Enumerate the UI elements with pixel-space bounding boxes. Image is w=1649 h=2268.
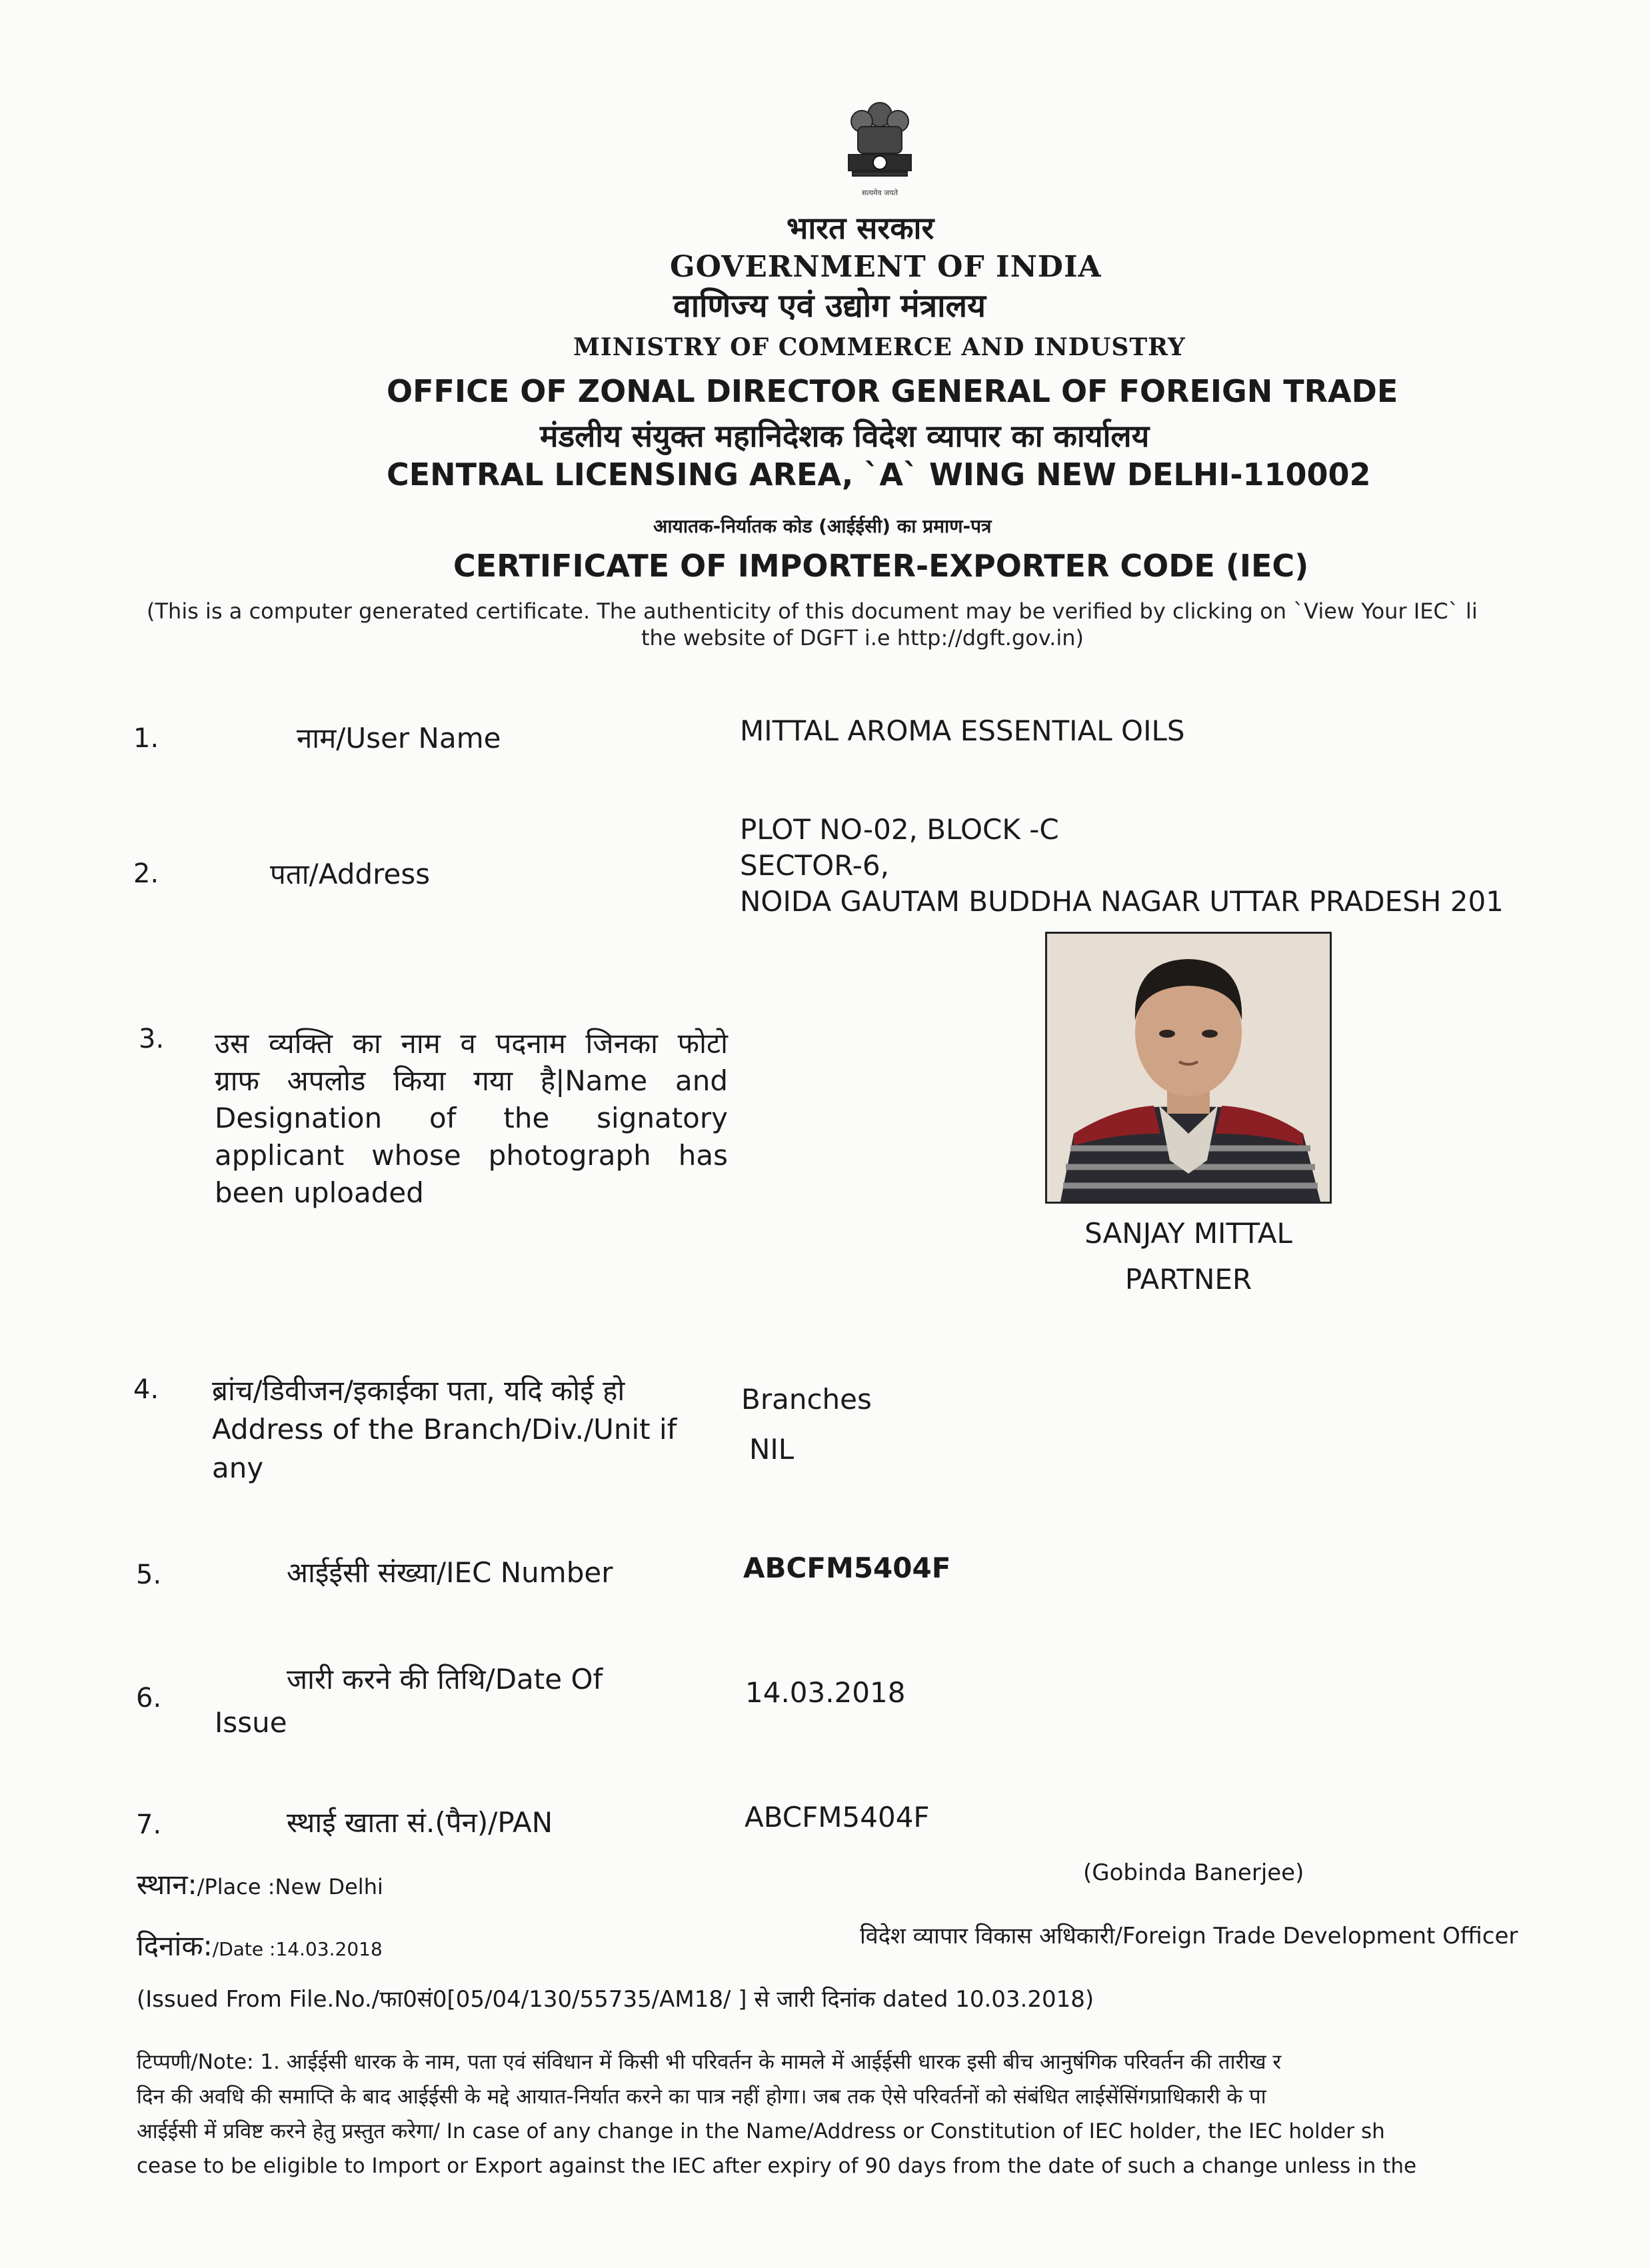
place-value: /Place :New Delhi	[197, 1874, 383, 1899]
date-line	[137, 1926, 383, 1964]
certificate-title: CERTIFICATE OF IMPORTER-EXPORTER CODE (IEC)	[453, 548, 1309, 584]
verification-note-line1: (This is a computer generated certificate. The authenticity of this document may be verified by clicking on `View Your IEC` li	[147, 598, 1478, 624]
legal-note	[137, 2045, 1646, 2183]
signatory-label	[215, 1025, 728, 1212]
signatory-label-line: Designation of the signatory	[215, 1102, 728, 1134]
branch-address-label-line: ब्रांच/डिवीजन/इकाईका पता, यदि कोई हो	[212, 1374, 625, 1407]
office-hindi-title: मंडलीय संयुक्त महानिदेशक विदेश व्यापार का कार्यालय	[540, 418, 1150, 454]
address-line: PLOT NO-02, BLOCK -C	[740, 813, 1059, 846]
signatory-label-line: ग्राफ अपलोड किया गया है|Name and	[215, 1064, 728, 1097]
pan-label: स्थाई खाता सं.(पैन)/PAN	[287, 1806, 553, 1839]
signatory-label-line: applicant whose photograph has	[215, 1139, 728, 1172]
ministry-hindi-title: वाणिज्य एवं उद्योग मंत्रालय	[673, 287, 986, 325]
iec-number-label: आईईसी संख्या/IEC Number	[287, 1556, 613, 1589]
iec-number-value: ABCFM5404F	[743, 1552, 951, 1584]
ministry-title: MINISTRY OF COMMERCE AND INDUSTRY	[573, 333, 1186, 361]
office-title: OFFICE OF ZONAL DIRECTOR GENERAL OF FOREIGN TRADE	[387, 373, 1398, 409]
date-value: /Date :14.03.2018	[212, 1938, 383, 1960]
address-line: SECTOR-6,	[740, 849, 889, 882]
applicant-photo	[1045, 932, 1332, 1204]
place-line	[137, 1865, 383, 1903]
legal-note-line: आईईसी में प्रविष्ट करने हेतु प्रस्तुत करेगा/ In case of any change in the Name/Address or Constitution of IEC holder, the IEC holder sh	[137, 2119, 1385, 2143]
branch-address-label-line: Address of the Branch/Div./Unit if	[212, 1413, 677, 1446]
field-number: 1.	[133, 723, 159, 754]
branches-heading: Branches	[741, 1383, 872, 1416]
branch-address-label-line: any	[212, 1452, 264, 1484]
applicant-photo-image	[1047, 934, 1330, 1202]
branch-address-label	[212, 1372, 732, 1488]
signatory-designation: PARTNER	[1124, 1263, 1252, 1296]
verification-note-line2: the website of DGFT i.e http://dgft.gov.in)	[641, 625, 1084, 650]
government-hindi-title: भारत सरकार	[787, 210, 934, 246]
issued-from-line: (Issued From File.No./फा0सं0[05/04/130/55735/AM18/ ] से जारी दिनांक dated 10.03.2018)	[137, 1986, 1094, 2013]
field-number: 3.	[139, 1024, 165, 1054]
signatory-label-line: उस व्यक्ति का नाम व पदनाम जिनका फोटो	[215, 1027, 728, 1060]
field-number: 7.	[136, 1809, 162, 1840]
licensing-area: CENTRAL LICENSING AREA, `A` WING NEW DELHI-110002	[387, 457, 1371, 493]
date-of-issue-value: 14.03.2018	[745, 1676, 906, 1709]
signatory-officer-name: (Gobinda Banerjee)	[1083, 1859, 1304, 1886]
certificate-hindi-title: आयातक-निर्यातक कोड (आईईसी) का प्रमाण-पत्र	[653, 515, 992, 537]
branches-value: NIL	[749, 1433, 795, 1466]
user-name-label: नाम/User Name	[297, 722, 501, 754]
date-hindi-label: दिनांक:	[137, 1929, 213, 1962]
signatory-officer-title: विदेश व्यापार विकास अधिकारी/Foreign Trade Development Officer	[860, 1923, 1518, 1949]
legal-note-line: टिप्पणी/Note: 1. आईईसी धारक के नाम, पता एवं संविधान में किसी भी परिवर्तन के मामले में आईईसी धारक इसी बीच आनुषंगिक परिवर्तन की तारीख र	[137, 2050, 1282, 2074]
date-of-issue-label-line: जारी करने की तिथि/Date Of	[287, 1663, 603, 1696]
signatory-name: SANJAY MITTAL	[1084, 1217, 1292, 1250]
place-hindi-label: स्थान:	[137, 1868, 197, 1901]
legal-note-line: cease to be eligible to Import or Export against the IEC after expiry of 90 days from the date of such a change unless in the	[137, 2154, 1417, 2178]
field-number: 5.	[136, 1560, 162, 1590]
field-number: 4.	[133, 1374, 159, 1405]
emblem-motto: सत्यमेव जयते	[861, 189, 898, 197]
legal-note-line: दिन की अवधि की समाप्ति के बाद आईईसी के मद्दे आयात-निर्यात करने का पात्र नहीं होगा। जब तक ऐसे परिवर्तनों को संबंधित लाईसेंसिंगप्राधिकारी के पा	[137, 2085, 1266, 2109]
date-of-issue-label-line: Issue	[215, 1706, 287, 1739]
address-label: पता/Address	[270, 858, 431, 890]
user-name-value: MITTAL AROMA ESSENTIAL OILS	[740, 714, 1185, 747]
signatory-label-line: been uploaded	[215, 1176, 424, 1209]
pan-value: ABCFM5404F	[745, 1801, 930, 1833]
address-line: NOIDA GAUTAM BUDDHA NAGAR UTTAR PRADESH 201	[740, 885, 1504, 918]
field-number: 2.	[133, 858, 159, 889]
government-title: GOVERNMENT OF INDIA	[670, 250, 1102, 284]
national-emblem-icon	[836, 93, 923, 193]
field-number: 6.	[136, 1683, 162, 1713]
